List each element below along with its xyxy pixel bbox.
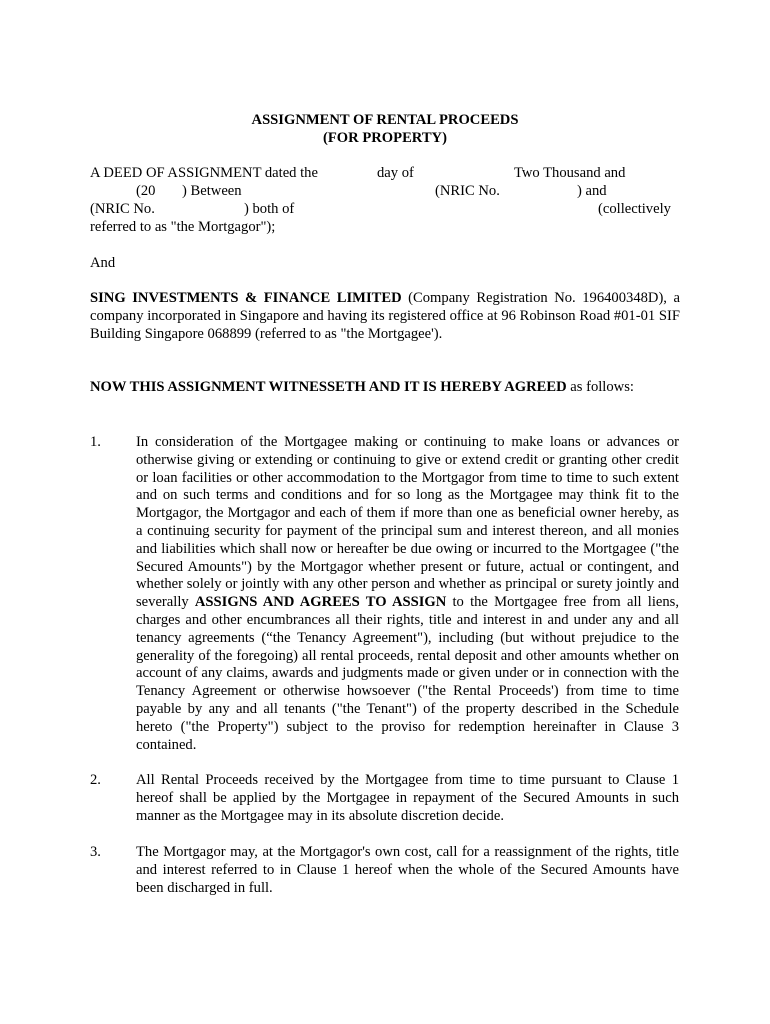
and-label: And [90,255,116,271]
witnesseth-bold: NOW THIS ASSIGNMENT WITNESSETH AND IT IS HEREBY AGREED [90,379,567,395]
deed-year-open: (20 [136,183,156,199]
clause-number: 2. [90,772,101,788]
clause-2-text: All Rental Proceeds received by the Mortgagee from time to time pursuant to Clause 1 hereof shall be applied by the Mortgagee in repayment of the Secured Amounts in such manner as the Mortgagee may in its absolute discretion decide. [136,772,679,824]
mortgagee-details: (Company Registration No. 196400348D), a company incorporated in Singapore and having its registered office at 96 Robinson Road #01-01 SIF Building Singapore 068899 (referred to as "the Mortgagee'). [90,290,680,342]
deed-referred: referred to as "the Mortgagor"); [90,219,276,235]
clause-1-bold: ASSIGNS AND AGREES TO ASSIGN [194,594,447,611]
clause-3-text: The Mortgagor may, at the Mortgagor's own cost, call for a reassignment of the rights, title and interest referred to in Clause 1 hereof when the whole of the Secured Amounts have been discharged in full. [136,844,679,896]
deed-between: ) Between [182,183,242,199]
deed-nric-open-2: (NRIC No. [90,201,155,217]
deed-intro: A DEED OF ASSIGNMENT dated the [90,165,318,181]
deed-two-thousand: Two Thousand and [514,165,626,181]
deed-both-of: ) both of [244,201,295,217]
clause-number: 1. [90,434,101,450]
clause-number: 3. [90,844,101,860]
deed-collectively: (collectively [598,201,671,217]
clause-1-part2: to the Mortgagee free from all liens, charges and other encumbrances all their rights, title and interest in and under any and all tenancy agreements (“the Tenancy Agreement"), including (but without prejudice to the generality of the foregoing) all rental proceeds, rental deposit and other amounts whether on account of any claims, awards and judgments made or given under or in connection with the Tenancy Agreement or otherwise howsoever ("the Rental Proceeds') from time to time payable by any and all tenants ("the Tenant") of the property described in the Schedule hereto ("the Property") subject to the proviso for redemption hereinafter in Clause 3 contained. [136,594,679,753]
deed-nric-open-1: (NRIC No. [435,183,500,199]
deed-day-of: day of [377,165,414,181]
document-subtitle: (FOR PROPERTY) [323,130,447,146]
witnesseth-line [90,379,634,397]
deed-nric-close-and: ) and [577,183,607,199]
witnesseth-rest: as follows: [566,379,634,395]
clause-1-text [136,434,679,754]
mortgagee-paragraph [90,290,680,343]
mortgagee-name: SING INVESTMENTS & FINANCE LIMITED [90,290,402,306]
clause-1-part1: In consideration of the Mortgagee making or continuing to make loans or advances or otherwise giving or extending or continuing to give or extend credit or granting other credit or loan facilities or other accommodation to the Mortgagor from time to time to such extent and on such terms and conditions and for so long as the Mortgagee may think fit to the Mortgagor, the Mortgagor and each of them if more than one as beneficial owner hereby, as a continuing security for payment of the principal sum and interest thereon, and all monies and liabilities which shall now or hereafter be due owing or incurred to the Mortgagee ("the Secured Amounts") by the Mortgagor whether present or future, actual or contingent, and whether solely or jointly with any other person and whether as principal or surety jointly and severally [136,434,679,611]
document-title: ASSIGNMENT OF RENTAL PROCEEDS [251,112,519,128]
